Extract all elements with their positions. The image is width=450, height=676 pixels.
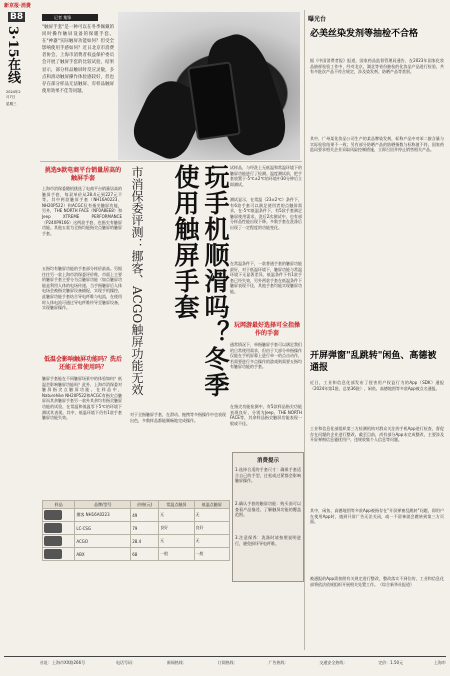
right-paragraph-1: 据《中国消费者报》报道，国家药品监督管理局通告，在2023年国家化妆品抽样检验工作中，经对北京、湖北等省份抽检的化妆品产品进行检验，共有多批次产品不符合规定，涉及染发剂、防晒产品等类别。 <box>310 58 444 75</box>
footer-item: 广告热线： <box>268 660 289 665</box>
top-left-tag: 新京报·消费 <box>4 3 31 9</box>
table-row <box>43 535 230 548</box>
footer-item: 社址：上海市XX路266号 <box>40 660 86 665</box>
glove-sample-image <box>43 535 75 548</box>
left-heading-2: 低温会影响触屏功能吗？洗后还能正常使用吗？ <box>44 356 123 371</box>
table-cell: ABX <box>75 548 131 561</box>
left-paragraph-2: 五指均有触屏功能的手套部分样价最高。另据往往另一款上海市消保委评价称，市面上主要的触屏手套主要分为点触屏功能（如点触屏功能是利用人体的电场传递，当手指触屏后人体电场会被指尖触屏设备捕捉，实现手机操控，此触屏功能手套结合导电纤维与电流，在使用时人体电流可通过导电纤维传导至触屏设备，实现触屏操作。 <box>42 266 122 311</box>
touch-glove-photo <box>118 12 300 160</box>
weekday: 星期三 <box>6 102 17 106</box>
footer-bar <box>40 660 446 666</box>
table-header: 常温点触屏 <box>159 501 194 509</box>
right-paragraph-5: 其中，闲鱼、高德地图等多款App被指存在"开屏弹窗乱跳转"问题，即用户在使用App时，遇到开屏广告无法关闭，或一不留神就会跳转到第三方页面。 <box>310 508 444 525</box>
table-cell: 一般 <box>159 548 194 561</box>
table-cell: 无 <box>159 509 194 522</box>
right-paragraph-6: 被通报的App需按照有关规定进行整改，整改落实不到位的，工业和信息化部将依法依规组织开展相关处置工作。（综合新华社报道） <box>310 576 444 587</box>
mid-paragraph-5: 在指尖功能检测中，有5款样品指尖功能表现良好，分别为Jeep、THE NORTH FACE等，其余样品指尖触屏功能表现一般或不佳。 <box>230 404 304 426</box>
table-header: 价格(元) <box>131 501 159 509</box>
left-heading-1: 挑选9款电商平台销量居高的触屏手套 <box>44 167 122 182</box>
sub-title: 市消保委评测：挪客、ACGO触屏功能无效 <box>130 166 144 396</box>
table-cell: 无 <box>194 509 229 522</box>
table-cell: 良好 <box>194 522 229 535</box>
footer-item: 上海市 <box>433 660 446 665</box>
table-header: 品牌/型号 <box>75 501 131 509</box>
mid-paragraph-2: 测试显示，在常温（23±2℃）条件下，有6款手套可以满足使用者的点触屏需求，在-5℃低温条件下，有5款手套满足触屏使用需求。洗后2次测试中，也有部分样品性能出现下降。多数手套在洗涤后出现了一定程度的功能变化。 <box>230 197 302 230</box>
reporter-label: 记者 集锋 <box>54 15 72 20</box>
page-number: B8 <box>10 12 24 22</box>
mid-paragraph-3: 在常温条件下，一款普通手套的触屏功能最好，对于低温环境下，触屏功能与常温环境下无显著差异，低温条件下有1款手套已经失效，另外两款手套在低温条件下触屏表现不佳，其他手套均能实现触屏功能。 <box>230 261 302 294</box>
right-paragraph-2: 其中，广州某化妆品公司生产的某品牌染发剂，标称产品中对苯二胺含量与实际检验结果不一致；另有部分防晒产品的防晒指数与标称值不符。国家药监局要求相关企业采取风险控制措施，立即召回并停止销售相关产品。 <box>310 136 444 153</box>
main-title: 玩手机顺滑吗？冬季使用触屏手套 <box>171 164 230 398</box>
intro-text: "触屏手套"是一种可以在冬季佩戴的同时操作触屏设备的保暖手套。在"神器"实际触屏功能如何？但受全影响使用手感如何？近日北京市消费者协会、上海市消费者权益保护委员会开展了触屏手套的比较试验，结果显示，部分样品触屏时反应灵敏，多点和滑动触屏操作体验感较好，但也存在部分样品无法触屏、有样品触屏使用效果不佳等问题。 <box>42 25 114 94</box>
table-header: 样品 <box>43 501 75 509</box>
mid-paragraph-1: 试样品，与经洗上无低温和常温环境下的触屏功能进行了检测。温度测试前，把手套放置于-5℃±2℃的环境中30分钟后立即测试。 <box>230 165 302 187</box>
right-paragraph-4: 工业和信息化部组织第三方检测机构对群众关注的手机App进行检查，督促存在问题的企业进行整改。截至目前，尚有部分App未完成整改，主要涉及开屏弹窗信息骚扰用户、违规收集个人信息等问题。 <box>310 426 444 443</box>
mid-paragraph-6: 对于全指触屏手套，在滑动、拖拽等多指操作中也表现出色，多数样品都能顺畅地完成操作。 <box>130 412 226 423</box>
right-title-2: 开屏弹窗"乱跳转"闲鱼、高德被通报 <box>310 351 437 373</box>
mid-paragraph-4: 通常情况下，单指触屏手套可以满足我们的日常使用需求，但由于大部分单指操作仅能在手机屏幕上进行单一的点击动作，若需要进行多点操作的游戏则需要五指均有触屏功能的手套。 <box>230 342 302 370</box>
table-cell: 挪客 NH16A0223 <box>75 509 131 522</box>
consumer-tip-1: 1.选择合适的手套尺寸：确保手套适合自己的手型，过松或过紧都会影响触屏操作。 <box>235 467 301 484</box>
consumer-tips-box <box>232 452 304 582</box>
glove-sample-image <box>43 522 75 535</box>
footer-item: 定价：1.50元 <box>378 660 404 665</box>
table-cell: 无 <box>159 535 194 548</box>
table-row <box>43 548 230 561</box>
table-row <box>43 509 230 522</box>
footer-item: 电话号码： <box>115 660 136 665</box>
glove-sample-image <box>43 548 75 561</box>
test-results-table <box>42 500 230 561</box>
table-row <box>43 522 230 535</box>
section-date-vertical: 3·15在线 <box>5 26 20 84</box>
right-paragraph-3: 近日，工业和信息化部发布了侵害用户权益行为的App（SDK）通报（2024年第1批，总第36批），闲鱼、高德地图等多款App被点名通报。 <box>310 380 444 391</box>
table-cell: 28.4 <box>131 535 159 548</box>
table-cell: 68 <box>131 548 159 561</box>
table-cell: 良好 <box>159 522 194 535</box>
table-cell: 49 <box>131 509 159 522</box>
consumer-tip-2: 2.确认手套的触屏功能：购买前可以查看产品描述，了解触屏功能的覆盖范围。 <box>235 501 301 518</box>
left-paragraph-3: 触屏手套能在不同触屏场景中的体验如何？低温会影响触屏功能吗？此外，上海市消保委对触屏指尖点触屏功能、在样品中，Naturehike NH20P522和ACGC有指尖点触屏而其余触屏手套另一款外其余均有指尖触屏功能的试验，在常温和低温零下5℃的环境下测试其表现。其中，低温环境下仍有1款手套触屏功能失效。 <box>42 376 122 421</box>
footer-item: 新闻热线： <box>166 660 187 665</box>
footer-item: 交通安全热线： <box>319 660 348 665</box>
table-cell: 79 <box>131 522 159 535</box>
glove-sample-image <box>43 509 75 522</box>
consumer-tips-title: 消费提示 <box>256 458 279 464</box>
mid-heading-1: 玩网游最好选择可全指操作的手套 <box>233 322 300 337</box>
table-cell: 无 <box>194 535 229 548</box>
right-title-1: 必美丝染发剂等抽检不合格 <box>310 29 419 39</box>
right-section-label: 曝光台 <box>308 16 327 23</box>
edition-date: 2024年2月7日 <box>6 90 21 99</box>
consumer-tip-3: 3.注意保养：洗涤时请按照说明进行，避免损坏导电纤维。 <box>235 535 301 546</box>
table-header: 低温点触屏 <box>194 501 229 509</box>
table-cell: LC·CSG <box>75 522 131 535</box>
left-paragraph-1: 上海市消保委随机挑选了电商平台销量居高的触屏手套，每双单价从28.4元到227元不等。其中两款触屏手套（NH16A0223、NH20P522）和ACGC仅有指尖触屏功能，另外，THE NORTH FACE（NF0A8EE8）和Jeep XTREME PERFORMANCE（P24XP9166）这两款手套，也指尖有触屏功能。其他五款为全指均能指尖点触屏的触屏手套。 <box>42 186 122 236</box>
table-cell: ACGO <box>75 535 131 548</box>
footer-item: 订阅热线： <box>217 660 238 665</box>
table-cell: 一般 <box>194 548 229 561</box>
